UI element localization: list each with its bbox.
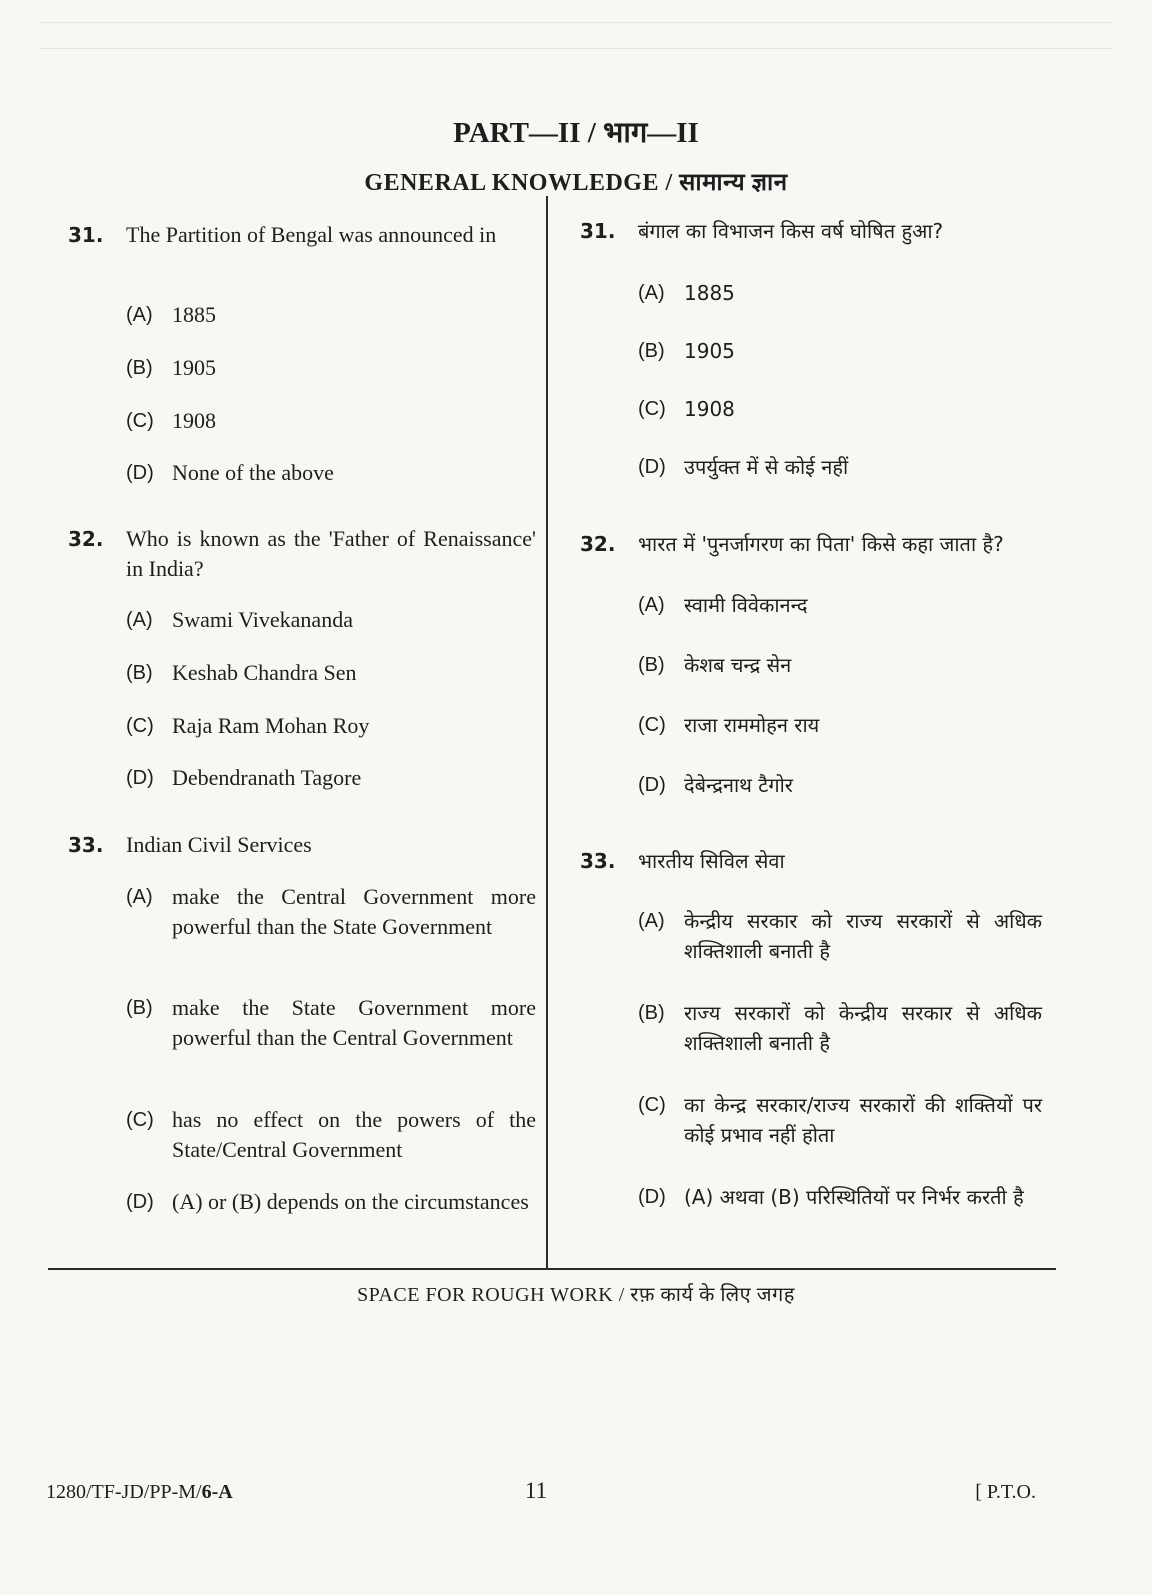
option-b	[638, 650, 1042, 680]
option-a	[638, 278, 1042, 308]
option-b	[126, 993, 536, 1053]
option-text: का केन्द्र सरकार/राज्य सरकारों की शक्तियों पर कोई प्रभाव नहीं होता	[684, 1093, 1042, 1147]
question-number: 31.	[580, 219, 616, 243]
option-text: (A) अथवा (B) परिस्थितियों पर निर्भर करती है	[684, 1185, 1024, 1209]
option-label: (C)	[126, 715, 154, 737]
option-label: (C)	[126, 1109, 154, 1131]
option-text: देबेन्द्रनाथ टैगोर	[684, 773, 793, 797]
option-text: has no effect on the powers of the State/Central Government	[172, 1107, 536, 1162]
section-title: GENERAL KNOWLEDGE / सामान्य ज्ञान	[364, 170, 788, 196]
option-label: (B)	[638, 1002, 665, 1024]
option-c	[638, 710, 1042, 740]
option-label: (B)	[638, 340, 665, 362]
option-label: (A)	[126, 304, 153, 326]
question-number: 31.	[68, 223, 104, 247]
scan-artifact-line	[40, 22, 1112, 23]
option-d	[126, 458, 536, 488]
option-c	[126, 1105, 536, 1165]
option-d	[126, 1187, 536, 1217]
question-32-en	[68, 524, 536, 790]
option-text: 1908	[172, 408, 216, 433]
option-c	[126, 406, 536, 436]
rough-work-label: SPACE FOR ROUGH WORK / रफ़ कार्य के लिए जगह	[357, 1284, 795, 1306]
option-label: (D)	[638, 1186, 666, 1208]
option-label: (C)	[638, 714, 666, 736]
option-label: (C)	[638, 1094, 666, 1116]
question-text: The Partition of Bengal was announced in	[126, 222, 497, 247]
option-label: (C)	[126, 410, 154, 432]
option-d	[638, 452, 1042, 482]
option-text: (A) or (B) depends on the circumstances	[172, 1189, 529, 1214]
question-text: Who is known as the 'Father of Renaissance' in India?	[126, 526, 536, 581]
option-label: (D)	[126, 462, 154, 484]
option-text: None of the above	[172, 460, 334, 485]
option-text: राजा राममोहन राय	[684, 713, 820, 737]
question-31-hi	[580, 216, 1042, 479]
option-c	[638, 394, 1042, 424]
option-text: Keshab Chandra Sen	[172, 660, 357, 685]
option-label: (B)	[126, 357, 153, 379]
option-text: Raja Ram Mohan Roy	[172, 713, 370, 738]
option-label: (B)	[126, 997, 153, 1019]
question-number: 32.	[580, 532, 616, 556]
option-b	[638, 998, 1042, 1058]
option-text: राज्य सरकारों को केन्द्रीय सरकार से अधिक शक्तिशाली बनाती है	[684, 1001, 1042, 1055]
option-text: केन्द्रीय सरकार को राज्य सरकारों से अधिक शक्तिशाली बनाती है	[684, 909, 1042, 963]
option-text: उपर्युक्त में से कोई नहीं	[684, 455, 849, 479]
option-text: 1905	[172, 355, 216, 380]
option-d	[638, 770, 1042, 800]
option-b	[126, 353, 536, 383]
part-title: PART—II / भाग—II	[453, 117, 699, 149]
option-text: 1908	[684, 397, 735, 421]
option-text: make the Central Government more powerful than the State Government	[172, 884, 536, 939]
option-text: 1885	[684, 281, 735, 305]
scan-artifact-line	[40, 48, 1112, 49]
option-a	[638, 906, 1042, 966]
question-33-en	[68, 830, 536, 1214]
option-label: (B)	[638, 654, 665, 676]
option-label: (B)	[126, 662, 153, 684]
option-c	[126, 711, 536, 741]
page-number: 11	[524, 1478, 548, 1503]
question-text: भारत में 'पुनर्जागरण का पिता' किसे कहा जाता है?	[638, 532, 1004, 556]
option-b	[126, 658, 536, 688]
option-text: make the State Government more powerful than the Central Government	[172, 995, 536, 1050]
question-text: Indian Civil Services	[126, 832, 312, 857]
option-a	[126, 882, 536, 942]
option-label: (A)	[638, 910, 665, 932]
option-label: (D)	[638, 456, 666, 478]
option-a	[126, 605, 536, 635]
question-32-hi	[580, 529, 1042, 797]
option-text: Debendranath Tagore	[172, 765, 362, 790]
bottom-rule	[48, 1268, 1056, 1270]
option-a	[638, 590, 1042, 620]
option-a	[126, 300, 536, 330]
paper-code-series: 6-A	[201, 1481, 233, 1503]
option-label: (D)	[126, 1191, 154, 1213]
column-divider	[546, 196, 548, 1268]
option-label: (C)	[638, 398, 666, 420]
question-33-hi	[580, 846, 1042, 1209]
option-label: (A)	[638, 594, 665, 616]
option-c	[638, 1090, 1042, 1150]
pto-label: [ P.T.O.	[975, 1481, 1036, 1503]
option-label: (A)	[126, 886, 153, 908]
question-text: भारतीय सिविल सेवा	[638, 849, 785, 873]
option-d	[126, 763, 536, 793]
question-number: 32.	[68, 527, 104, 551]
option-text: 1905	[684, 339, 735, 363]
option-text: Swami Vivekananda	[172, 607, 353, 632]
question-text: बंगाल का विभाजन किस वर्ष घोषित हुआ?	[638, 219, 944, 243]
option-label: (D)	[126, 767, 154, 789]
option-text: केशब चन्द्र सेन	[684, 653, 792, 677]
option-label: (A)	[638, 282, 665, 304]
question-31-en	[68, 220, 536, 485]
option-b	[638, 336, 1042, 366]
option-label: (A)	[126, 609, 153, 631]
option-label: (D)	[638, 774, 666, 796]
option-text: 1885	[172, 302, 216, 327]
paper-code-prefix: 1280/TF-JD/PP-M/	[46, 1481, 202, 1503]
question-number: 33.	[580, 849, 616, 873]
question-number: 33.	[68, 833, 104, 857]
option-text: स्वामी विवेकानन्द	[684, 593, 808, 617]
option-d	[638, 1182, 1042, 1212]
